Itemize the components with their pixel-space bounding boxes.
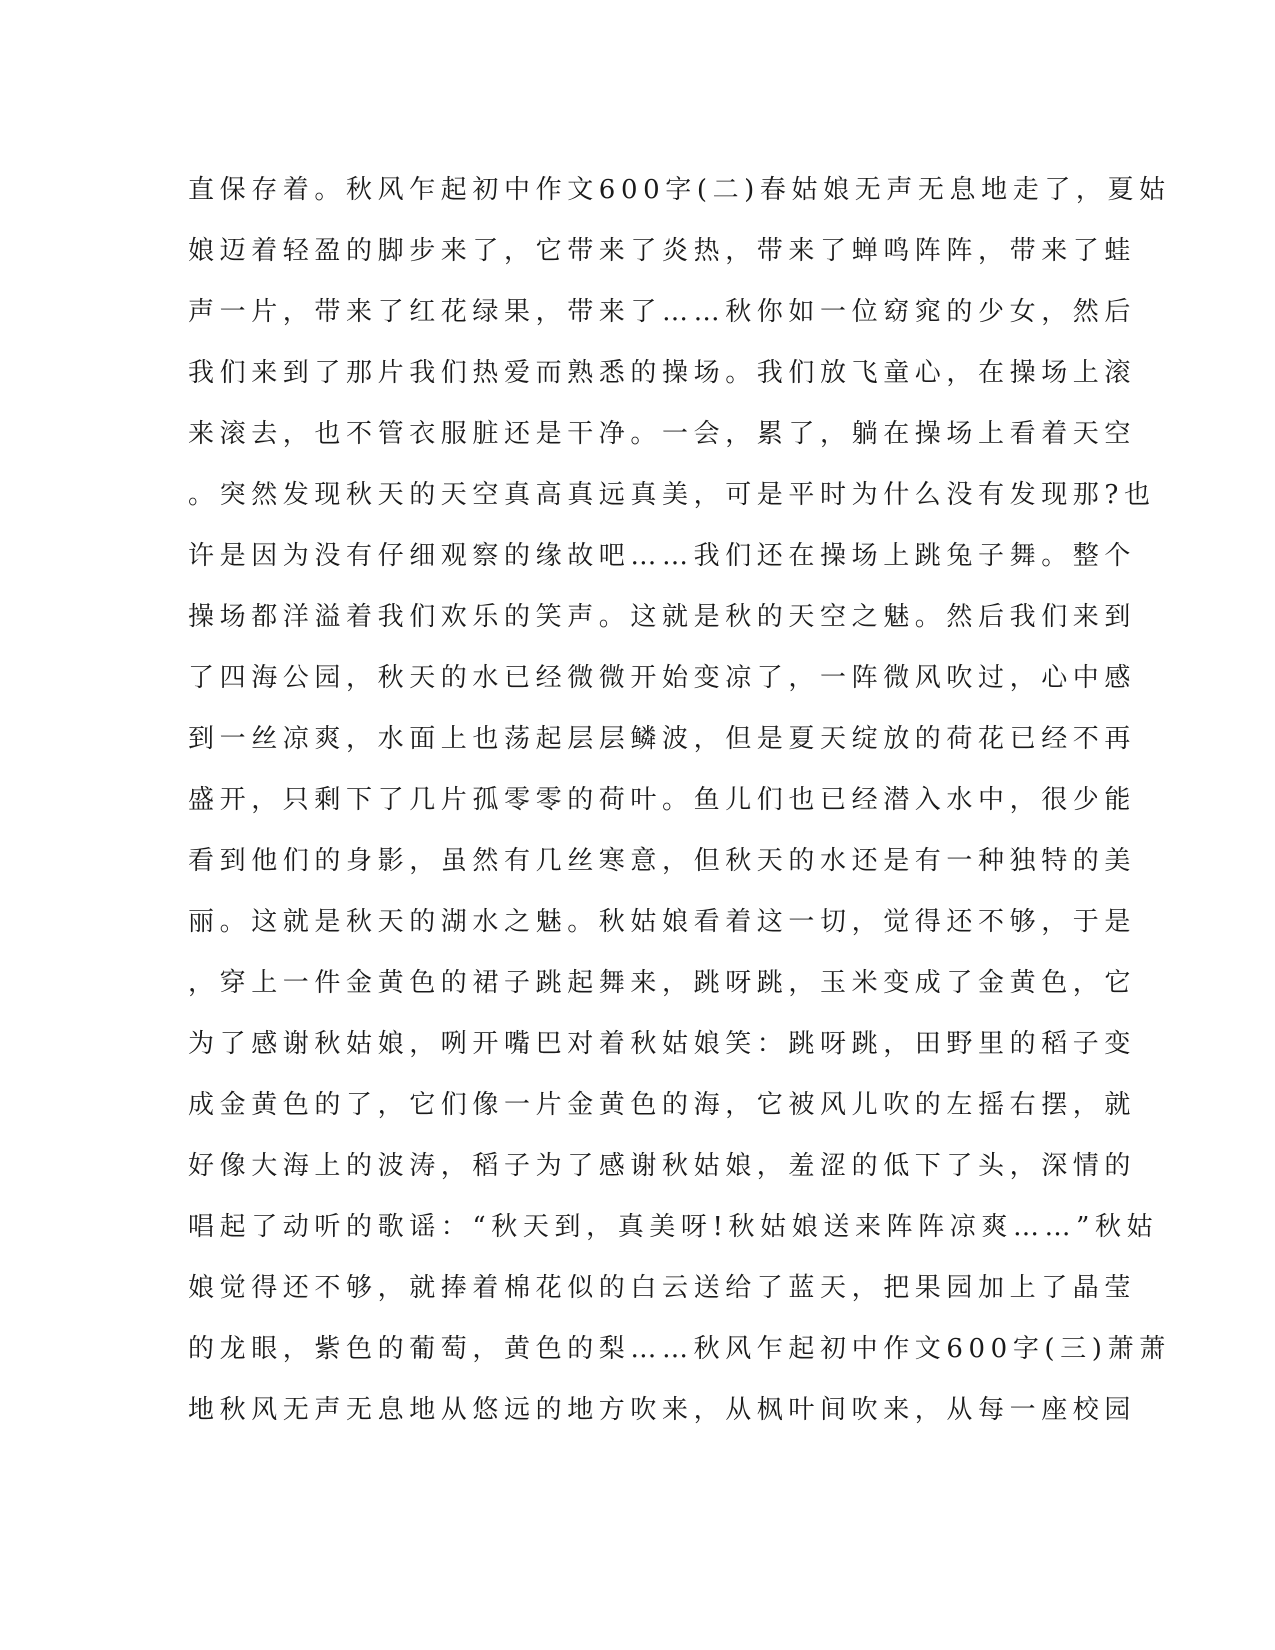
text-line: 来滚去，也不管衣服脏还是干净。一会，累了，躺在操场上看着天空 — [188, 419, 1137, 449]
body-text — [188, 160, 1171, 1441]
text-line: 成金黄色的了，它们像一片金黄色的海，它被风儿吹的左摇右摆，就 — [188, 1090, 1137, 1120]
text-line: 直保存着。秋风乍起初中作文600字(二)春姑娘无声无息地走了，夏姑 — [188, 175, 1171, 205]
text-line: 的龙眼，紫色的葡萄，黄色的梨……秋风乍起初中作文600字(三)萧萧 — [188, 1334, 1171, 1364]
text-line: 娘觉得还不够，就捧着棉花似的白云送给了蓝天，把果园加上了晶莹 — [188, 1273, 1137, 1303]
text-line: 许是因为没有仔细观察的缘故吧……我们还在操场上跳兔子舞。整个 — [188, 541, 1137, 571]
text-line: ，穿上一件金黄色的裙子跳起舞来，跳呀跳，玉米变成了金黄色，它 — [188, 968, 1137, 998]
text-line: 声一片，带来了红花绿果，带来了……秋你如一位窈窕的少女，然后 — [188, 297, 1137, 327]
text-line: 到一丝凉爽，水面上也荡起层层鳞波，但是夏天绽放的荷花已经不再 — [188, 724, 1137, 754]
text-line: 操场都洋溢着我们欢乐的笑声。这就是秋的天空之魅。然后我们来到 — [188, 602, 1137, 632]
text-line: 我们来到了那片我们热爱而熟悉的操场。我们放飞童心，在操场上滚 — [188, 358, 1137, 388]
text-line: 盛开，只剩下了几片孤零零的荷叶。鱼儿们也已经潜入水中，很少能 — [188, 785, 1137, 815]
text-line: 为了感谢秋姑娘，咧开嘴巴对着秋姑娘笑：跳呀跳，田野里的稻子变 — [188, 1029, 1137, 1059]
text-line: 看到他们的身影，虽然有几丝寒意，但秋天的水还是有一种独特的美 — [188, 846, 1137, 876]
text-line: 唱起了动听的歌谣：“秋天到，真美呀!秋姑娘送来阵阵凉爽……”秋姑 — [188, 1212, 1159, 1242]
text-line: 丽。这就是秋天的湖水之魅。秋姑娘看着这一切，觉得还不够，于是 — [188, 907, 1137, 937]
text-line: 。突然发现秋天的天空真高真远真美，可是平时为什么没有发现那?也 — [188, 480, 1156, 510]
text-line: 地秋风无声无息地从悠远的地方吹来，从枫叶间吹来，从每一座校园 — [188, 1395, 1137, 1425]
text-line: 好像大海上的波涛，稻子为了感谢秋姑娘，羞涩的低下了头，深情的 — [188, 1151, 1137, 1181]
text-line: 了四海公园，秋天的水已经微微开始变凉了，一阵微风吹过，心中感 — [188, 663, 1137, 693]
text-line: 娘迈着轻盈的脚步来了，它带来了炎热，带来了蝉鸣阵阵，带来了蛙 — [188, 236, 1137, 266]
